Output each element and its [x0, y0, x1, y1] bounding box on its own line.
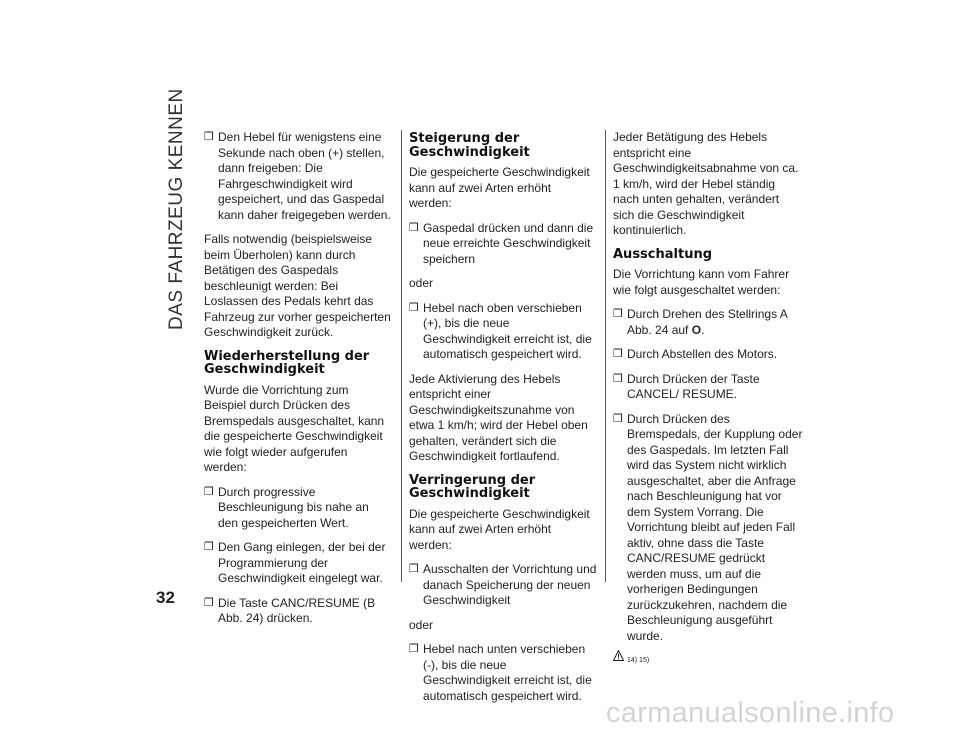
- checkbox-bullet-icon: ❒: [409, 301, 419, 314]
- list-item: [204, 130, 392, 223]
- checkbox-bullet-icon: ❒: [409, 563, 419, 575]
- list-item-text: Durch Drücken der Taste CANCEL/ RESUME.: [627, 371, 760, 401]
- checkbox-bullet-icon: ❒: [613, 348, 623, 360]
- checkbox-bullet-icon: ❒: [409, 221, 419, 234]
- paragraph: Die gespeicherte Geschwindigkeit kann auf zwei Arten erhöht werden:: [409, 165, 590, 210]
- section-heading: Ausschaltung: [613, 246, 713, 262]
- column-divider: [401, 130, 402, 582]
- list-item-text: Durch Drehen des Stellrings A Abb. 24 auf: [627, 307, 788, 337]
- list-item: [613, 412, 803, 645]
- section-heading: Wiederherstellung der Geschwindigkeit: [204, 348, 370, 377]
- paragraph: Falls notwendig (beispielsweise beim Überholen) kann durch Betätigen des Gaspedals beschleunigt werden: Bei Loslassen des Pedals kehrt das Fahrzeug zur vorher gespeicherten Geschwindigkeit zurück.: [204, 232, 391, 339]
- list-item-text: Die Taste CANC/RESUME (B Abb. 24) drücken.: [218, 595, 376, 625]
- conjunction-text: oder: [409, 617, 434, 632]
- watermark: carmanualsonline.info: [606, 697, 895, 729]
- list-item-text: Durch Abstellen des Motors.: [627, 347, 778, 361]
- checkbox-bullet-icon: ❒: [204, 596, 214, 609]
- paragraph: Die gespeicherte Geschwindigkeit kann auf zwei Arten erhöht werden:: [409, 506, 590, 552]
- checkbox-bullet-icon: ❒: [204, 131, 214, 143]
- paragraph: Die Vorrichtung kann vom Fahrer wie folgt ausgeschaltet werden:: [613, 267, 790, 297]
- warning-reference-numbers: 14) 15): [627, 657, 650, 664]
- list-item: [409, 301, 597, 363]
- page-number: 32: [156, 588, 175, 607]
- section-side-title: [166, 88, 196, 330]
- list-item-text: Hebel nach unten verschieben (-), bis die neue Geschwindigkeit erreicht ist, die automatisch gespeichert wird.: [423, 642, 592, 703]
- list-item: [613, 307, 803, 338]
- list-item: [613, 347, 803, 363]
- section-heading: Verringerung der Geschwindigkeit: [409, 472, 536, 501]
- text-column-1: [204, 130, 392, 636]
- text-column-3: [613, 130, 803, 666]
- list-item-text: Hebel nach oben verschieben (+), bis die neue Geschwindigkeit erreicht ist, die automatisch gespeichert wird.: [423, 300, 592, 361]
- list-item-text: Den Gang einlegen, der bei der Programmierung der Geschwindigkeit eingelegt war.: [218, 540, 386, 585]
- list-item-text: Den Hebel für wenigstens eine Sekunde nach oben (+) stellen, dann freigeben: Die Fahrgeschwindigkeit wird gespeichert, und das Gaspedal kann daher freigegeben werden.: [218, 130, 391, 222]
- paragraph: Wurde die Vorrichtung zum Beispiel durch Drücken des Bremspedals ausgeschaltet, kann die gespeicherte Geschwindigkeit wie folgt wieder aufgerufen werden:: [204, 382, 385, 474]
- text-column-2: [409, 130, 597, 713]
- list-item: [204, 540, 392, 587]
- list-item-text: Gaspedal drücken und dann die neue erreichte Geschwindigkeit speichern: [423, 220, 594, 266]
- paragraph: Jede Aktivierung des Hebels entspricht einer Geschwindigkeitszunahme von etwa 1 km/h; wird der Hebel oben gehalten, verändert sich die Geschwindigkeit fortlaufend.: [409, 371, 588, 463]
- list-item-text: Durch progressive Beschleunigung bis nahe an den gespeicherten Wert.: [218, 484, 369, 530]
- list-item-text: Durch Drücken des Bremspedals, der Kupplung oder des Gaspedals. Im letzten Fall wird das System nicht wirklich ausgeschaltet, aber die Anfrage nach Beschleunigung hat vor dem System Vorrang. Die Vorrichtung bleibt auf jeden Fall aktiv, ohne dass die Taste CANC/RESUME gedrückt werden muss, um auf die vorherigen Bedingungen zurückzukehren, nachdem die Beschleunigung ausgeführt wurde.: [627, 411, 803, 643]
- section-side-title-text: DAS FAHRZEUG KENNEN: [166, 88, 187, 330]
- list-item: [204, 596, 392, 627]
- list-item: [409, 221, 597, 268]
- warning-triangle-icon: [613, 650, 624, 661]
- ring-position-label: O: [691, 322, 702, 337]
- checkbox-bullet-icon: ❒: [613, 308, 623, 320]
- paragraph: Jeder Betätigung des Hebels entspricht eine Geschwindigkeitsabnahme von ca. 1 km/h, wird der Hebel ständig nach unten gehalten, verändert sich die Geschwindigkeit kontinuierlich.: [613, 130, 799, 237]
- punctuation: .: [701, 322, 705, 337]
- checkbox-bullet-icon: ❒: [204, 485, 214, 498]
- list-item: [409, 562, 597, 609]
- column-divider: [605, 130, 606, 582]
- conjunction-text: oder: [409, 276, 434, 290]
- section-heading: Steigerung der Geschwindigkeit: [409, 131, 530, 160]
- list-item: [204, 485, 392, 532]
- checkbox-bullet-icon: ❒: [613, 412, 623, 425]
- list-item: [409, 642, 597, 704]
- checkbox-bullet-icon: ❒: [409, 643, 419, 655]
- warning-reference: [613, 650, 803, 666]
- list-item-text: Ausschalten der Vorrichtung und danach Speicherung der neuen Geschwindigkeit: [423, 562, 597, 607]
- checkbox-bullet-icon: ❒: [613, 372, 623, 385]
- checkbox-bullet-icon: ❒: [204, 541, 214, 553]
- list-item: [613, 372, 803, 403]
